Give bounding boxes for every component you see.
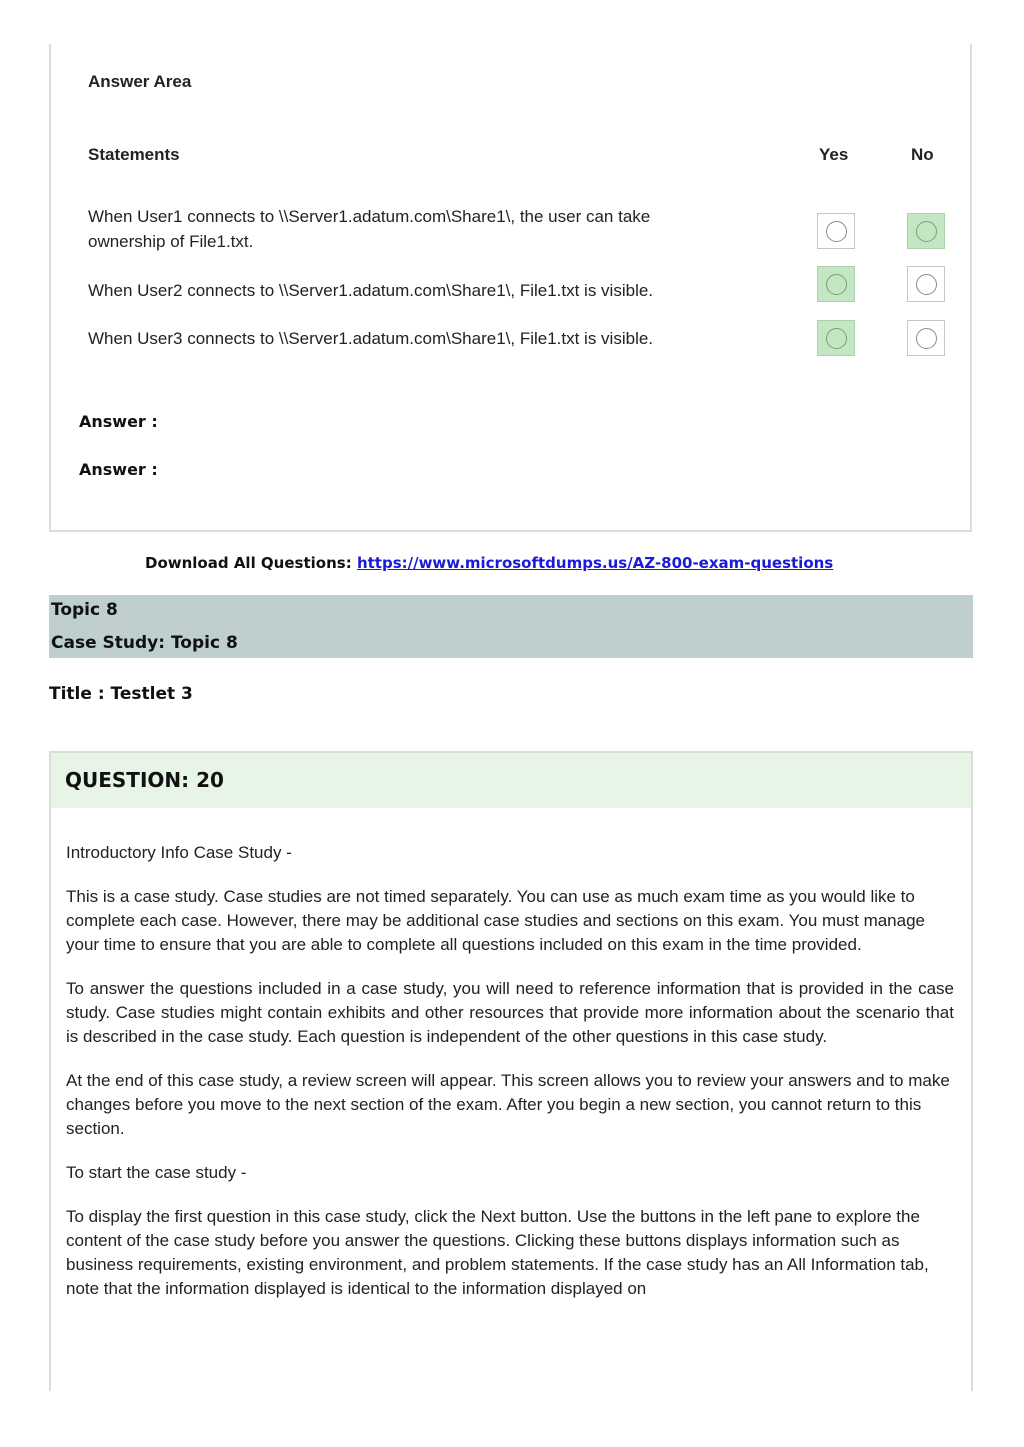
radio-circle-icon [826, 274, 847, 295]
question-panel [49, 751, 973, 1391]
question-paragraph: To start the case study - [66, 1163, 247, 1182]
download-label: Download All Questions: [145, 554, 352, 572]
download-line [145, 554, 833, 572]
topic-title: Topic 8 [51, 600, 118, 620]
question-paragraph: To answer the questions included in a case study, you will need to reference information that is provided in the case study. Case studies might contain exhibits and other resources that provide more information about the scenario that is described in the case study. Each question is independent of the other questions in this case study. [66, 979, 954, 1046]
row1-yes-radio[interactable] [817, 213, 855, 249]
download-link[interactable]: https://www.microsoftdumps.us/AZ-800-exam-questions [356, 554, 834, 572]
question-paragraph: At the end of this case study, a review screen will appear. This screen allows you to review your answers and to make changes before you move to the next section of the exam. After you begin a new section, you cannot return to this section. [66, 1071, 950, 1138]
radio-circle-icon [916, 328, 937, 349]
question-paragraph: Introductory Info Case Study - [66, 843, 292, 862]
statement-1: When User1 connects to \\Server1.adatum.com\Share1\, the user can take ownership of File1.txt. [88, 207, 651, 251]
row3-no-radio[interactable] [907, 320, 945, 356]
answer-label: Answer : [79, 460, 158, 479]
row2-no-radio[interactable] [907, 266, 945, 302]
row3-yes-radio[interactable] [817, 320, 855, 356]
no-header: No [911, 145, 934, 164]
question-paragraph: This is a case study. Case studies are not timed separately. You can use as much exam time as you would like to complete each case. However, there may be additional case studies and sections on this exam. You must manage your time to ensure that you are able to complete all questions included on this exam in the time provided. [66, 887, 925, 954]
testlet-title: Title : Testlet 3 [49, 684, 193, 704]
question-header [51, 753, 971, 808]
case-study-title: Case Study: Topic 8 [51, 633, 238, 653]
statement-3: When User3 connects to \\Server1.adatum.com\Share1\, File1.txt is visible. [88, 329, 654, 348]
statement-2: When User2 connects to \\Server1.adatum.com\Share1\, File1.txt is visible. [88, 281, 654, 300]
row2-yes-radio[interactable] [817, 266, 855, 302]
row1-no-radio[interactable] [907, 213, 945, 249]
question-title: QUESTION: 20 [65, 768, 224, 792]
answer-area-panel [49, 44, 972, 532]
radio-circle-icon [826, 328, 847, 349]
topic-band [49, 595, 973, 658]
statements-header: Statements [88, 145, 180, 164]
yes-header: Yes [819, 145, 849, 164]
radio-circle-icon [916, 274, 937, 295]
question-body [66, 841, 954, 1321]
question-paragraph: To display the first question in this case study, click the Next button. Use the buttons in the left pane to explore the content of the case study before you answer the questions. Clicking these buttons displays information such as business requirements, existing environment, and problem statements. If the case study has an All Information tab, note that the information displayed is identical to the information displayed on [66, 1207, 929, 1298]
radio-circle-icon [916, 221, 937, 242]
answer-label: Answer : [79, 412, 158, 431]
answer-area-title: Answer Area [88, 72, 192, 91]
radio-circle-icon [826, 221, 847, 242]
